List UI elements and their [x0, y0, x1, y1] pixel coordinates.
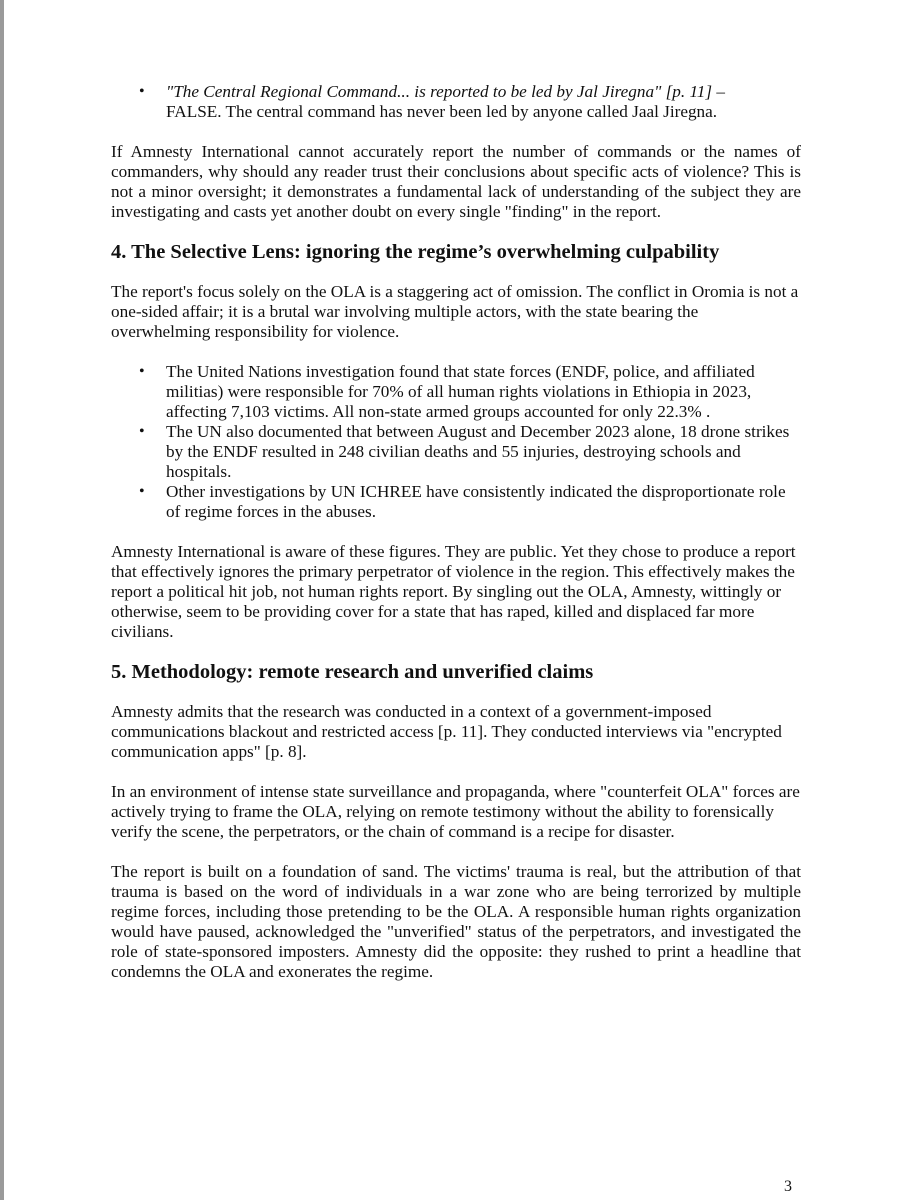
list-item: • The United Nations investigation found that state forces (ENDF, police, and affiliated militias) were responsible for 70% of all human rights violations in Ethiopia in 2023, affecting 7,103 victims. All non-state armed groups accounted for only 22.3% . [166, 362, 801, 422]
top-bullet-list [111, 82, 801, 122]
page-content [111, 82, 801, 982]
section-4-intro: The report's focus solely on the OLA is a staggering act of omission. The conflict in Oromia is not a one-sided affair; it is a brutal war involving multiple actors, with the state bearing the overwhelming responsibility for violence. [111, 282, 799, 341]
list-item: • The UN also documented that between August and December 2023 alone, 18 drone strikes by the ENDF resulted in 248 civilian deaths and 55 injuries, destroying schools and hospitals. [166, 422, 801, 482]
list-item: • Other investigations by UN ICHREE have consistently indicated the disproportionate role of regime forces in the abuses. [166, 482, 801, 522]
paragraph-commands: If Amnesty International cannot accurately report the number of commands or the names of commanders, why should any reader trust their conclusions about specific acts of violence? This is not a minor oversight; it demonstrates a fundamental lack of understanding of the subject they are investigating and casts yet another doubt on every single "finding" in the report. [111, 142, 801, 221]
page-number: 3 [784, 1178, 792, 1195]
section-4-heading: 4. The Selective Lens: ignoring the regime’s overwhelming culpability [111, 241, 720, 263]
section-5-paragraph-1: Amnesty admits that the research was conducted in a context of a government-imposed communications blackout and restricted access [p. 11]. They conducted interviews via "encrypted communication apps" [p. 8]. [111, 702, 782, 761]
page-edge-line [0, 0, 4, 1200]
bullet-quote: "The Central Regional Command... is reported to be led by Jal Jiregna" [p. 11] – [166, 82, 725, 101]
section-5-paragraph-3: The report is built on a foundation of sand. The victims' trauma is real, but the attribution of that trauma is based on the word of individuals in a war zone who are being terrorized by multiple regime forces, including those pretending to be the OLA. A responsible human rights organization would have paused, acknowledged the "unverified" status of the perpetrators, and investigated the role of state-sponsored imposters. Amnesty did the opposite: they rushed to print a headline that condemns the OLA and exonerates the regime. [111, 862, 801, 981]
section-4-closing: Amnesty International is aware of these figures. They are public. Yet they chose to produce a report that effectively ignores the primary perpetrator of violence in the region. This effectively makes the report a political hit job, not human rights report. By singling out the OLA, Amnesty, wittingly or otherwise, seem to be providing cover for a state that has raped, killed and displaced far more civilians. [111, 542, 796, 641]
list-item [166, 82, 801, 122]
section-5-paragraph-2: In an environment of intense state surveillance and propaganda, where "counterfeit OLA" forces are actively trying to frame the OLA, relying on remote testimony without the ability to forensically verify the scene, the perpetrators, or the chain of command is a recipe for disaster. [111, 782, 800, 841]
bullet-text: FALSE. The central command has never been led by anyone called Jaal Jiregna. [166, 102, 718, 121]
section-4-bullet-list [111, 362, 801, 522]
section-5-heading: 5. Methodology: remote research and unverified claims [111, 661, 594, 683]
